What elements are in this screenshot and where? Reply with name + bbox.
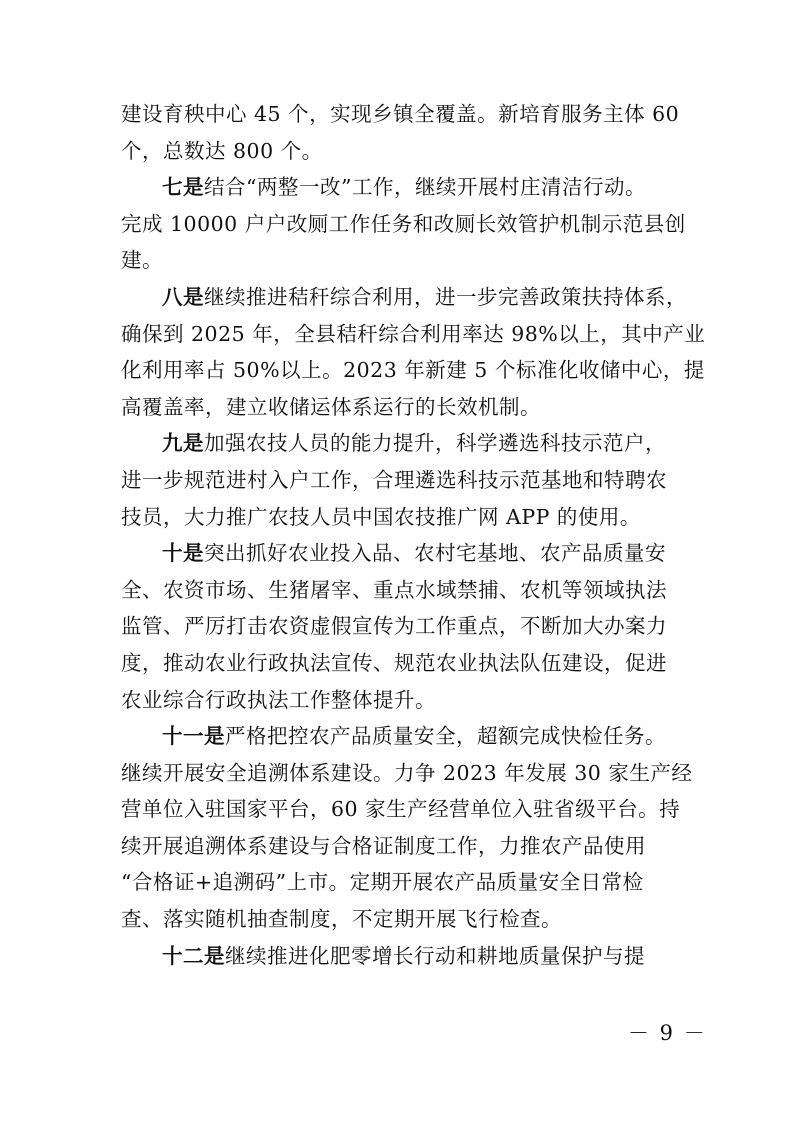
text-line xyxy=(121,682,681,719)
line-text: 建设育秧中心 45 个，实现乡镇全覆盖。新培育服务主体 60 xyxy=(121,102,680,126)
paragraph-start xyxy=(121,535,681,572)
text-line xyxy=(121,352,705,389)
paragraph-lead: 十是 xyxy=(162,541,204,566)
paragraph-start xyxy=(121,718,681,755)
line-text: 个，总数达 800 个。 xyxy=(121,138,323,163)
paragraph-lead: 十一是 xyxy=(162,724,225,749)
text-line xyxy=(121,645,681,682)
text-line xyxy=(121,864,681,901)
line-text: 完成 10000 户户改厕工作任务和改厕长效管护机制示范县创 xyxy=(121,211,686,236)
line-text: 结合“两整一改”工作，继续开展村庄清洁行动。 xyxy=(204,175,646,200)
line-text: 继续推进秸秆综合利用，进一步完善政策扶持体系， xyxy=(204,284,687,309)
text-line xyxy=(121,462,681,499)
document-body xyxy=(121,96,706,974)
line-text: 建。 xyxy=(121,248,163,273)
text-line xyxy=(121,133,681,170)
line-text: 度，推动农业行政执法宣传、规范农业执法队伍建设，促进 xyxy=(121,650,667,675)
text-line xyxy=(121,389,681,426)
page-number: － 9 － xyxy=(628,1021,707,1045)
line-text: “合格证+追溯码”上市。定期开展农产品质量安全日常检 xyxy=(121,870,644,895)
text-line xyxy=(121,316,706,353)
line-text: 化利用率占 50%以上。2023 年新建 5 个标准化收储中心，提 xyxy=(121,358,705,383)
line-text: 严格把控农产品质量安全，超额完成快检任务。 xyxy=(225,724,666,749)
text-line xyxy=(121,901,681,938)
line-text: 继续推进化肥零增长行动和耕地质量保护与提 xyxy=(225,943,645,968)
paragraph-lead: 十二是 xyxy=(162,943,225,968)
text-line xyxy=(121,828,681,865)
text-line xyxy=(121,572,681,609)
line-text: 进一步规范进村入户工作，合理遴选科技示范基地和特聘农 xyxy=(121,467,667,492)
line-text: 监管、严厉打击农资虚假宣传为工作重点，不断加大办案力 xyxy=(121,614,667,639)
line-text: 高覆盖率，建立收储运体系运行的长效机制。 xyxy=(121,394,541,419)
text-line xyxy=(121,206,686,243)
line-text: 续开展追溯体系建设与合格证制度工作，力推农产品使用 xyxy=(121,833,646,858)
paragraph-start xyxy=(121,169,681,206)
line-text: 农业综合行政执法工作整体提升。 xyxy=(121,687,436,712)
paragraph-lead: 七是 xyxy=(162,175,204,200)
text-line xyxy=(121,755,693,792)
paragraph-start xyxy=(121,938,681,975)
line-text: 确保到 2025 年，全县秸秆综合利用率达 98%以上，其中产业 xyxy=(121,321,706,346)
line-text: 技员，大力推广农技人员中国农技推广网 APP 的使用。 xyxy=(121,504,641,529)
text-line xyxy=(121,499,681,536)
paragraph-start xyxy=(121,425,681,462)
text-line xyxy=(121,791,681,828)
paragraph-lead: 九是 xyxy=(162,431,204,456)
line-text: 突出抓好农业投入品、农村宅基地、农产品质量安 xyxy=(204,541,666,566)
paragraph-lead: 八是 xyxy=(162,284,204,309)
line-text: 全、农资市场、生猪屠宰、重点水域禁捕、农机等领域执法 xyxy=(121,577,667,602)
text-line xyxy=(121,608,681,645)
line-text: 营单位入驻国家平台，60 家生产经营单位入驻省级平台。持 xyxy=(121,797,681,822)
text-line xyxy=(121,242,681,279)
line-text: 查、落实随机抽查制度，不定期开展飞行检查。 xyxy=(121,907,562,932)
line-text: 继续开展安全追溯体系建设。力争 2023 年发展 30 家生产经 xyxy=(121,760,693,785)
line-text: 加强农技人员的能力提升，科学遴选科技示范户， xyxy=(204,431,666,456)
text-line xyxy=(121,96,681,133)
paragraph-start xyxy=(121,279,687,316)
